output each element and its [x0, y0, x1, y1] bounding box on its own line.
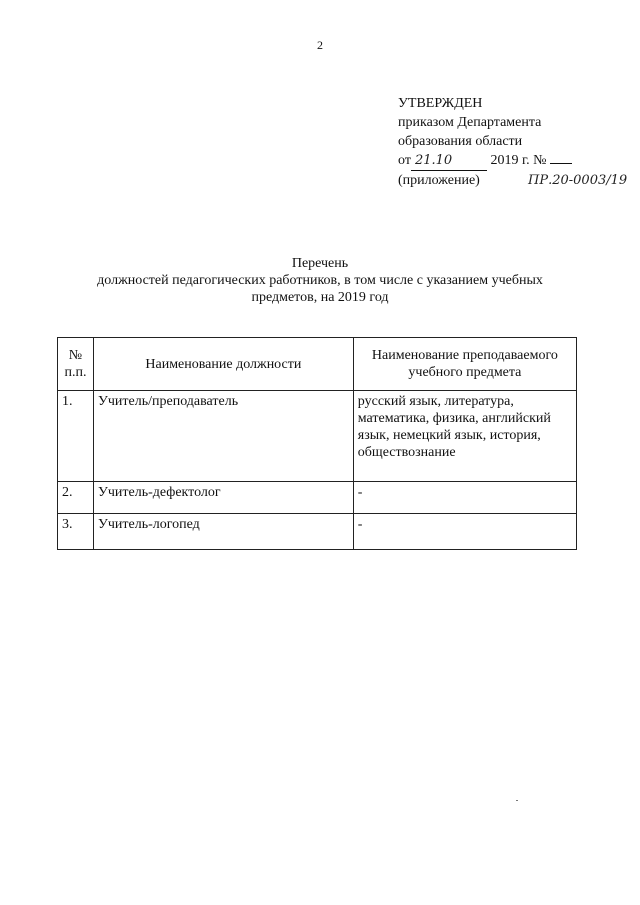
approval-heading: УТВЕРЖДЕН [398, 96, 483, 111]
approval-date-line [398, 151, 638, 171]
row-number: 2. [58, 482, 94, 514]
handwritten-date: 21.10 [414, 153, 453, 168]
approval-line-2: образования области [398, 134, 523, 149]
title-line-2: должностей педагогических работников, в том числе с указанием учебных [97, 273, 543, 288]
appendix-label: (приложение) [398, 173, 480, 188]
approval-block [398, 94, 638, 190]
title-line-1: Перечень [291, 256, 349, 271]
handwritten-number: ПР.20-0003/19 [528, 173, 628, 188]
date-prefix: от [398, 153, 411, 168]
table-row [58, 514, 577, 550]
row-subject: русский язык, литература, математика, физика, английский язык, немецкий язык, история, обществознание [353, 391, 576, 482]
header-subject: Наименование преподаваемого учебного предмета [353, 338, 576, 391]
row-subject: - [353, 482, 576, 514]
number-blank [550, 163, 572, 164]
row-position: Учитель/преподаватель [93, 391, 353, 482]
approval-line-1: приказом Департамента [398, 115, 542, 130]
number-sign: № [533, 153, 547, 168]
positions-table [57, 337, 577, 550]
title-line-3: предметов, на 2019 год [251, 290, 389, 305]
table-row [58, 482, 577, 514]
scan-speck [516, 800, 518, 801]
date-blank [411, 151, 487, 171]
row-subject: - [353, 514, 576, 550]
row-position: Учитель-логопед [93, 514, 353, 550]
row-position: Учитель-дефектолог [93, 482, 353, 514]
header-number: № п.п. [58, 338, 94, 391]
header-position: Наименование должности [93, 338, 353, 391]
document-title [60, 255, 580, 306]
year-suffix: г. [521, 153, 530, 168]
row-number: 3. [58, 514, 94, 550]
approval-appendix-line [398, 171, 638, 190]
page-number: 2 [317, 38, 323, 52]
row-number: 1. [58, 391, 94, 482]
table-header-row [58, 338, 577, 391]
table-row [58, 391, 577, 482]
date-year: 2019 [490, 153, 519, 168]
